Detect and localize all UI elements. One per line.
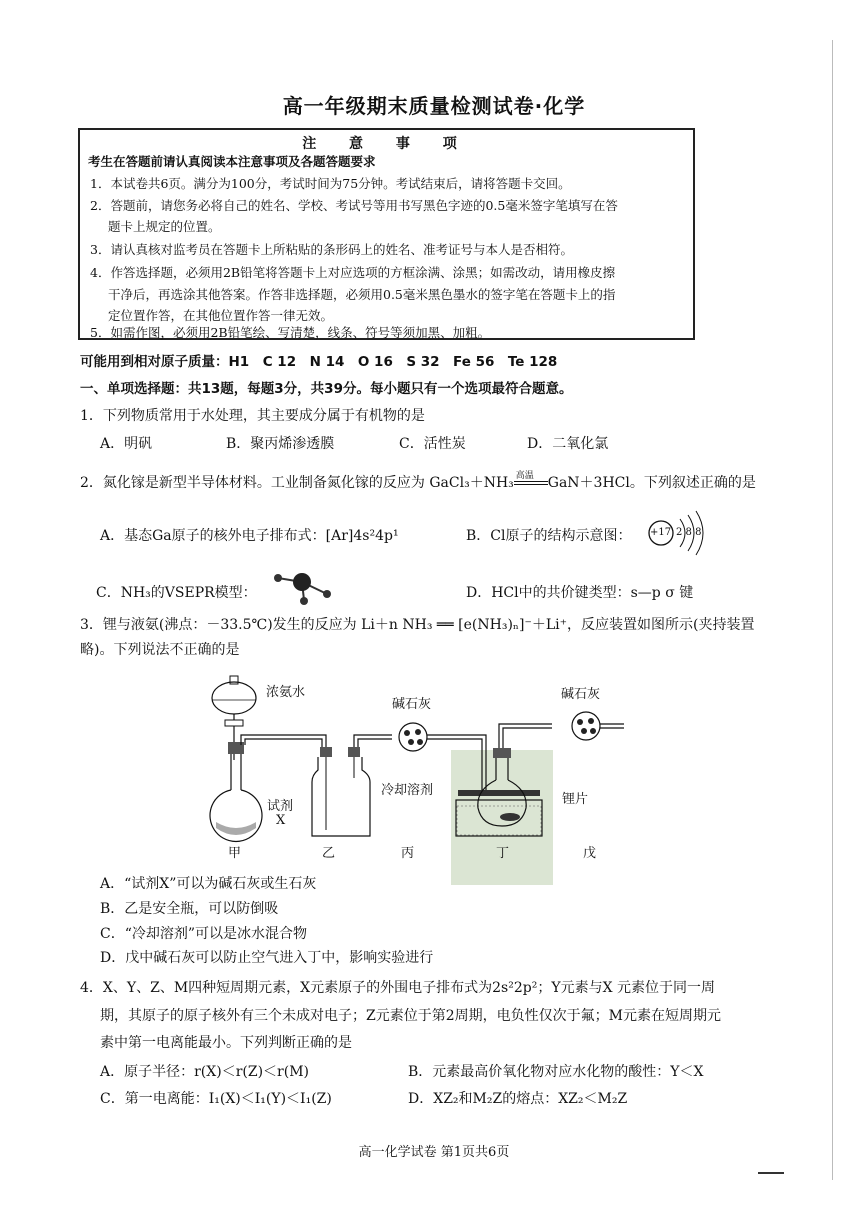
q4-stem-line1: 4．X、Y、Z、M四种短周期元素，X元素原子的外围电子排布式为2s²2p²；Y元素与X 元素位于同一周 <box>80 980 715 996</box>
label-soda-lime-2: 碱石灰 <box>561 687 601 702</box>
q4-option-a: A．原子半径：r(X)＜r(Z)＜r(M) <box>100 1064 309 1080</box>
label-jia: 甲 <box>228 846 242 861</box>
q3-stem-line1: 3．锂与液氨(沸点：－33.5℃)发生的反应为 Li＋n NH₃ ══ [e(NH₃)ₙ]⁻＋Li⁺，反应装置如图所示(夹持装置 <box>80 617 755 633</box>
label-reagent-x: X <box>276 813 286 828</box>
label-lithium: 锂片 <box>562 792 589 807</box>
notice-line-4: 4．作答选择题，必须用2B铅笔将答题卡上对应选项的方框涂满、涂黑；如需改动，请用橡皮擦 <box>90 265 616 280</box>
q3-option-c: C．“冷却溶剂”可以是冰水混合物 <box>100 926 308 942</box>
label-yi: 乙 <box>322 846 336 861</box>
label-ammonia: 浓氨水 <box>266 685 306 700</box>
q1-option-b: B．聚丙烯渗透膜 <box>226 436 335 452</box>
label-ding: 丁 <box>496 846 510 861</box>
q4-option-c: C．第一电离能：I₁(X)＜I₁(Y)＜I₁(Z) <box>100 1091 332 1107</box>
q3-stem-line2: 略)。下列说法不正确的是 <box>80 642 240 658</box>
label-reagent: 试剂 <box>267 799 294 814</box>
notice-line-1: 1．本试卷共6页。满分为100分，考试时间为75分钟。考试结束后，请将答题卡交回。 <box>90 176 571 191</box>
notice-line-4b: 干净后，再选涂其他答案。作答非选择题，必须用0.5毫米黑色墨水的签字笔在答题卡上的指 <box>108 287 616 302</box>
q2-option-c: C．NH₃的VSEPR模型： <box>96 585 257 601</box>
label-coolant: 冷却溶剂 <box>381 783 434 798</box>
q1-option-d: D．二氧化氯 <box>527 436 609 452</box>
cl-shell-electrons: 2 8 8 <box>676 527 702 538</box>
q2-option-b: B．Cl原子的结构示意图： <box>466 528 632 544</box>
q2-option-a: A．基态Ga原子的核外电子排布式：[Ar]4s²4p¹ <box>100 528 399 544</box>
atomic-mass-line: 可能用到相对原子质量：H1 C 12 N 14 O 16 S 32 Fe 56 Te 128 <box>80 354 558 370</box>
q4-option-d: D．XZ₂和M₂Z的熔点：XZ₂＜M₂Z <box>408 1091 628 1107</box>
notice-line-3: 3．请认真核对监考员在答题卡上所粘贴的条形码上的姓名、准考证号与本人是否相符。 <box>90 242 573 257</box>
q2-reaction-condition: 高温 <box>515 471 534 481</box>
q4-stem-line3: 素中第一电离能最小。下列判断正确的是 <box>100 1035 352 1051</box>
q2-stem-pre: 2．氮化镓是新型半导体材料。工业制备氮化镓的反应为 GaCl₃＋NH₃ <box>80 475 514 491</box>
cl-nucleus-label: +17 <box>650 527 672 538</box>
q3-option-a: A．“试剂X”可以为碱石灰或生石灰 <box>100 876 317 892</box>
q1-stem: 1．下列物质常用于水处理，其主要成分属于有机物的是 <box>80 408 425 424</box>
notice-line-4c: 定位置作答，在其他位置作答一律无效。 <box>108 308 334 323</box>
section-heading: 一、单项选择题：共13题，每题3分，共39分。每小题只有一个选项最符合题意。 <box>80 381 573 397</box>
q1-option-c: C．活性炭 <box>399 436 466 452</box>
q2-stem-post: GaN＋3HCl。下列叙述正确的是 <box>547 475 756 491</box>
q2-option-d: D．HCl中的共价键类型：s—p σ 键 <box>466 585 694 601</box>
q1-option-a: A．明矾 <box>100 436 153 452</box>
page-footer: 高一化学试卷 第1页共6页 <box>358 1145 510 1160</box>
label-soda-lime-1: 碱石灰 <box>392 697 432 712</box>
page-title: 高一年级期末质量检测试卷·化学 <box>282 94 586 118</box>
label-bing: 丙 <box>401 846 415 861</box>
notice-line-5: 5．如需作图，必须用2B铅笔绘、写清楚，线条、符号等须加黑、加粗。 <box>90 325 491 340</box>
q4-stem-line2: 期，其原子的原子核外有三个未成对电子；Z元素位于第2周期，电负性仅次于氟；M元素在短周期元 <box>100 1008 721 1024</box>
q4-option-b: B．元素最高价氧化物对应水化物的酸性：Y＜X <box>408 1064 704 1080</box>
label-wu: 戊 <box>583 846 597 861</box>
q3-option-b: B．乙是安全瓶，可以防倒吸 <box>100 901 279 917</box>
notice-line-2b: 题卡上规定的位置。 <box>108 219 221 234</box>
notice-line-2: 2．答题前，请您务必将自己的姓名、学校、考试号等用书写黑色字迹的0.5毫米签字笔填写在答 <box>90 198 618 213</box>
q3-option-d: D．戊中碱石灰可以防止空气进入丁中，影响实验进行 <box>100 950 434 966</box>
notice-subheading: 考生在答题前请认真阅读本注意事项及各题答题要求 <box>88 154 376 169</box>
notice-heading: 注 意 事 项 <box>302 136 471 152</box>
